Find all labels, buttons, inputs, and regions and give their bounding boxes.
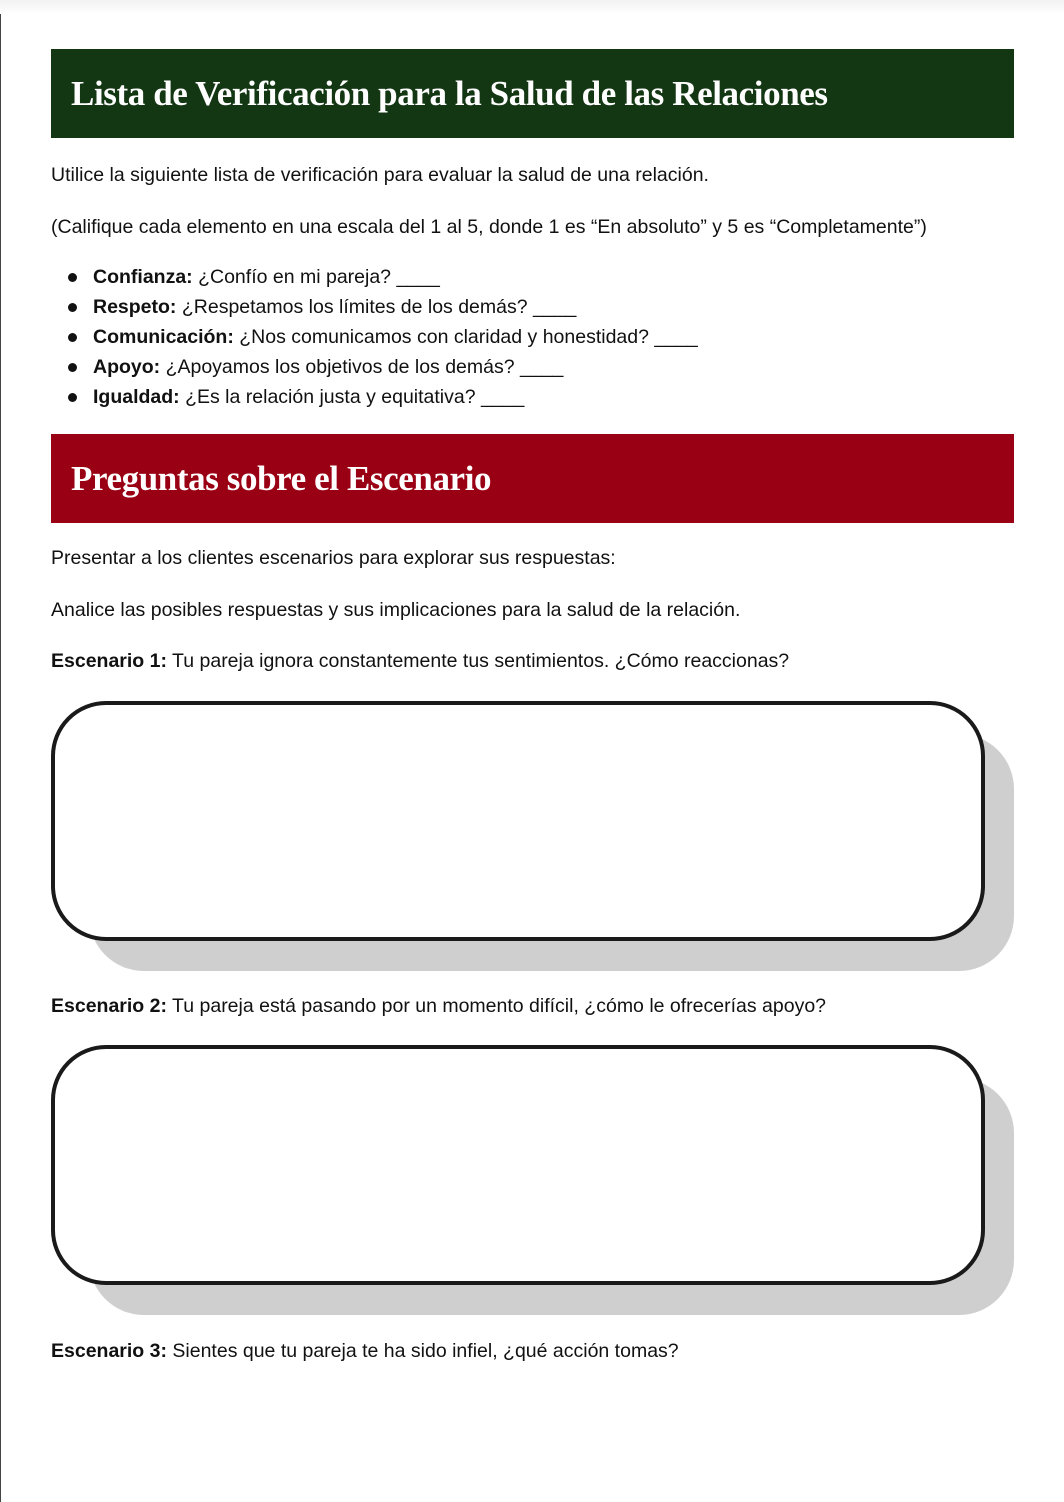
scenario-label: Escenario 2: bbox=[51, 995, 167, 1017]
scenario-text: Tu pareja ignora constantemente tus sentimientos. ¿Cómo reaccionas? bbox=[166, 650, 790, 672]
checklist-item-label: Comunicación: bbox=[93, 326, 234, 348]
scenario-2-answer-box[interactable] bbox=[51, 1045, 985, 1285]
checklist-item-label: Apoyo: bbox=[93, 356, 161, 378]
checklist-title: Lista de Verificación para la Salud de las Relaciones bbox=[71, 73, 828, 113]
scenario-label: Escenario 3: bbox=[51, 1340, 167, 1362]
checklist-header bbox=[51, 49, 1014, 138]
scenarios-intro-line-2: Analice las posibles respuestas y sus implicaciones para la salud de la relación. bbox=[51, 599, 741, 621]
checklist-item-label: Igualdad: bbox=[93, 386, 180, 408]
bullet-icon bbox=[68, 393, 77, 402]
bullet-icon bbox=[68, 303, 77, 312]
top-shade bbox=[0, 0, 1064, 14]
worksheet bbox=[51, 49, 1014, 1364]
intro-line-2: (Califique cada elemento en una escala del 1 al 5, donde 1 es “En absoluto” y 5 es “Completamente”) bbox=[51, 216, 927, 238]
scenario-2-answer-area bbox=[51, 1045, 1014, 1315]
scenario-1-prompt bbox=[51, 648, 1014, 674]
scenario-1-answer-box[interactable] bbox=[51, 701, 985, 941]
checklist-item-question: ¿Apoyamos los objetivos de los demás? ____ bbox=[160, 356, 564, 378]
checklist-item-label: Confianza: bbox=[93, 266, 193, 288]
scenario-1-answer-area bbox=[51, 701, 1014, 971]
checklist-item-question: ¿Confío en mi pareja? ____ bbox=[192, 266, 440, 288]
checklist-item-question: ¿Nos comunicamos con claridad y honestidad? ____ bbox=[233, 326, 698, 348]
checklist-item-comunicacion bbox=[51, 322, 1014, 352]
scenarios-title: Preguntas sobre el Escenario bbox=[71, 458, 492, 498]
checklist-item-question: ¿Respetamos los límites de los demás? ____ bbox=[176, 296, 577, 318]
checklist-item-respeto bbox=[51, 292, 1014, 322]
scenario-text: Sientes que tu pareja te ha sido infiel, ¿qué acción tomas? bbox=[166, 1340, 679, 1362]
page-edge bbox=[0, 0, 1, 1502]
bullet-icon bbox=[68, 363, 77, 372]
scenario-3-prompt bbox=[51, 1338, 1014, 1364]
bullet-icon bbox=[68, 273, 77, 282]
checklist-item-question: ¿Es la relación justa y equitativa? ____ bbox=[179, 386, 525, 408]
scenarios-header bbox=[51, 434, 1014, 523]
checklist-item-confianza bbox=[51, 262, 1014, 292]
scenario-label: Escenario 1: bbox=[51, 650, 167, 672]
scenario-text: Tu pareja está pasando por un momento difícil, ¿cómo le ofrecerías apoyo? bbox=[166, 995, 827, 1017]
scenario-2-prompt bbox=[51, 993, 1014, 1019]
checklist-item-apoyo bbox=[51, 352, 1014, 382]
intro-line-1: Utilice la siguiente lista de verificación para evaluar la salud de una relación. bbox=[51, 164, 709, 186]
checklist-item-igualdad bbox=[51, 382, 1014, 412]
bullet-icon bbox=[68, 333, 77, 342]
checklist bbox=[51, 262, 1014, 412]
scenarios-intro-line-1: Presentar a los clientes escenarios para explorar sus respuestas: bbox=[51, 547, 616, 569]
checklist-item-label: Respeto: bbox=[93, 296, 177, 318]
